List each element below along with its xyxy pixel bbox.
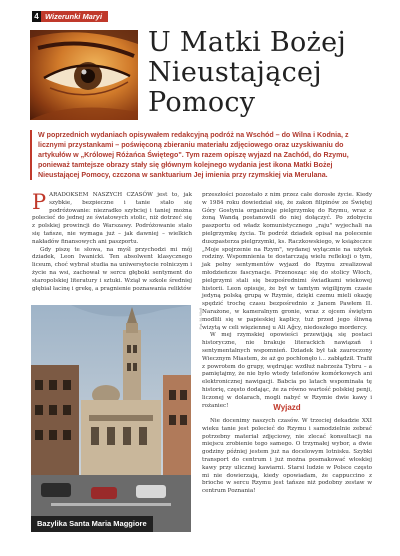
drop-cap: P (32, 190, 47, 214)
icon-eye-detail-image (30, 30, 138, 120)
basilica-illustration (31, 305, 191, 532)
page-number: 4 (32, 11, 41, 22)
left-column (32, 192, 192, 293)
photo-caption: Bazylika Santa Maria Maggiore (31, 516, 153, 532)
header-tag (32, 11, 108, 22)
section-label: Wizerunki Maryi (41, 11, 108, 22)
basilica-photo (31, 305, 191, 532)
right-paragraph-3: Nie docenimy naszych czasów. W trzeciej dekadzie XXI wieku tanie jest polecieć do Rzymu i samodzielnie zebrać potrzebny materiał zdjęciowy, nie zlecać konsultacji na miejscu zrobienie tego samego. O trzymałej wybor, a dwie godziny później jestem już na docelowym lotnisku. Szybki transport do centrum i już można posmakować włoskiej kawy przy ulicznej kawiarni. Starsi ludzie w Polsce często mi nie dowierzają, kiedy opowiadam, że cappuccino z brioche w sercu Rzymu jest tańsze niż podobny zestaw w centrum Poznania! (202, 418, 372, 495)
eye-illustration (30, 30, 138, 120)
photo-credit: Fot. M. Wolf (198, 308, 203, 330)
article-intro: W poprzednich wydaniach opisywałem redakcyjną podróż na Wschód – do Wilna i Kodnia, z licznymi przystankami – poświęconą zbieraniu materiału zdjęciowego oraz uzyskiwaniu do artykułów w „Królowej Różańca Świętego". Tym razem opiszę wyjazd na Zachód, do Rzymu, ponieważ tamtejsze obrazy stały się głównym kolejnego wydania jest ikona Matki Bożej Nieustającej Pomocy, czczona w sanktuarium Jej imienia przy rzymskiej via Merulana. (38, 131, 349, 179)
section-subheading: Wyjazd (273, 403, 301, 412)
right-column-lower (202, 418, 372, 496)
right-column (202, 192, 372, 410)
right-paragraph-1: przeszłości pozostało z nim przez całe dorosłe życie. Kiedy w 1984 roku dowiedział się, że zakon filipinów ze Świętej Góry Gostynia organizuje pielgrzymkę do Rzymu, wraz z żoną Wandą postanowili do niej dołączyć. Po zdobyciu paszportu od władz komunistycznego „raju" wyjechali na pielgrzymkę życia. Te podróż dziadek opisał na polecenie duszpasterza pielgrzymki, ks. Raczkowskiego, w książeczce „Moje spojrzenie na Rzym", wydanej wyłącznie na użytek rodziny. Wspomnienia te dostarczają wielu refleksji o tym, jak pełny sentymentów wyjazd do Rzymu zrealizował młodzieńcze fascynacje. Przenosząc się do stolicy Włoch, pielgrzymi stali się bezpośrednimi świadkami wiekowej historii. Leon opisuje, że był w tamtym wigilijnym czasie jedyną polską grupą w Rzymie, dzięki czemu mieli okazję spędzić trochę czasu bezpośrednio z Janem Pawłem II. Narażone, w kameralnym gronie, wraz z ojcem świętym modlili się w papieskiej kaplicy, tuż przed jego śliwną wizytą w celi więziennej u Ali Ağcy, niedoszłego mordercy. (202, 192, 372, 331)
article-title: U Matki Bożej Nieustającej Pomocy (148, 27, 347, 118)
left-paragraph-2: Gdy piszę te słowa, na myśl przychodzi mi mój dziadek, Leon Iwanicki. Ten absolwent klasycznego liceum, choć wybrał studia na uniwersytecie rolniczym i życie na wsi, zachował w sercu głęboki sentyment do staropolskiej literatury i sztuki. Wziął w szkole średniej głębiał łacinę i grekę, a pragnienie poznawania reliktów (32, 246, 192, 292)
right-paragraph-2: W mej rzymskiej opowieści przewijają się postaci historyczne, nie brakuje literackich nawiązań i sentymentalnych wspomnień. Dziadek był tak zauroczony Wiecznym Miastem, że aż go pochłonęło i... zabłądził. Trafił z powrotem do grupy, wędrując wzdłuż nabrzeża Tybru – a pamiętajmy, że nie było wtedy telefonów komórkowych ani elektronicznej nawigacji. Babcia po latach wspominała tę historię, często dodając, że za równo wartość polskiej penji, liczonej w dolarach, mogli nabyć w Rzymie dwie kawy i rożaniec! (202, 332, 372, 409)
left-paragraph-1: PARADOKSEM NASZYCH CZASÓW jest to, jak szybkie, bezpieczne i tanie stało się podróżowanie: niezradko szybciej i taniej można polecieć do jednej ze światowych stolic, niż dotrzeć się z polskiej prowincji do Warszawy. Podróżowanie stało się tańsze, nie wymaga już – jak dawniej – wielkich nakładów finansowych ani paszportu. (32, 190, 192, 245)
